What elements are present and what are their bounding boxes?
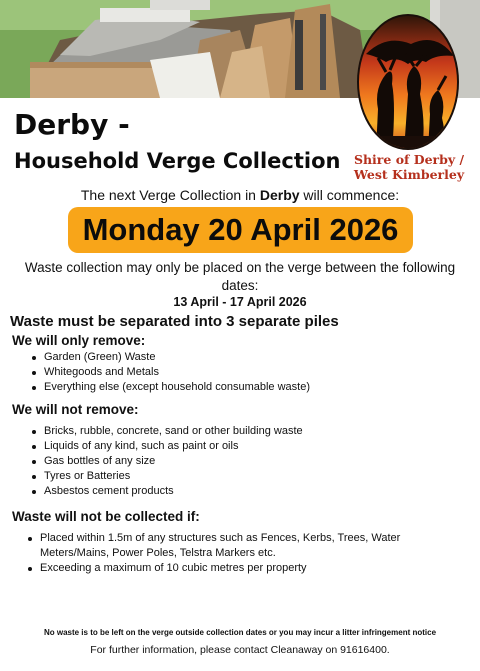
- will-not-remove-heading: We will not remove:: [12, 402, 139, 417]
- list-item: Everything else (except household consumable waste): [30, 380, 310, 395]
- list-item: Exceeding a maximum of 10 cubic metres per property: [26, 561, 406, 576]
- not-collected-list: [26, 531, 406, 576]
- list-item: Asbestos cement products: [30, 484, 303, 499]
- page-subtitle: Household Verge Collection: [14, 149, 341, 173]
- collection-date: Monday 20 April 2026: [82, 212, 399, 247]
- page-title: Derby -: [14, 108, 130, 141]
- will-not-remove-list: [30, 424, 303, 499]
- contact-info: For further information, please contact Cleanaway on 91616400.: [90, 644, 390, 656]
- shire-name-line1: Shire of Derby /: [353, 152, 465, 167]
- list-item: Whitegoods and Metals: [30, 365, 310, 380]
- list-item: Bricks, rubble, concrete, sand or other building waste: [30, 424, 303, 439]
- placement-note: Waste collection may only be placed on the verge between the following dates:: [24, 260, 456, 293]
- separation-heading: Waste must be separated into 3 separate piles: [10, 313, 339, 330]
- list-item: Placed within 1.5m of any structures such as Fences, Kerbs, Trees, Water Meters/Mains, Power Poles, Telstra Markers etc.: [26, 531, 406, 561]
- list-item: Tyres or Batteries: [30, 469, 303, 484]
- shire-logo: [356, 14, 460, 151]
- list-item: Garden (Green) Waste: [30, 350, 310, 365]
- list-item: Gas bottles of any size: [30, 454, 303, 469]
- infringement-notice: No waste is to be left on the verge outside collection dates or you may incur a litter infringement notice: [43, 628, 437, 637]
- intro-text: [0, 187, 480, 203]
- intro-prefix: The next Verge Collection in: [80, 187, 260, 203]
- list-item: Liquids of any kind, such as paint or oils: [30, 439, 303, 454]
- shire-name-line2: West Kimberley: [353, 167, 465, 182]
- intro-suffix: will commence:: [299, 187, 400, 203]
- collection-date-banner: [68, 207, 413, 253]
- not-collected-heading: Waste will not be collected if:: [12, 509, 200, 524]
- will-remove-heading: We will only remove:: [12, 333, 146, 348]
- will-remove-list: [30, 350, 310, 395]
- shire-name: [350, 152, 468, 182]
- placement-range: 13 April - 17 April 2026: [173, 295, 307, 309]
- intro-town: Derby: [259, 187, 300, 203]
